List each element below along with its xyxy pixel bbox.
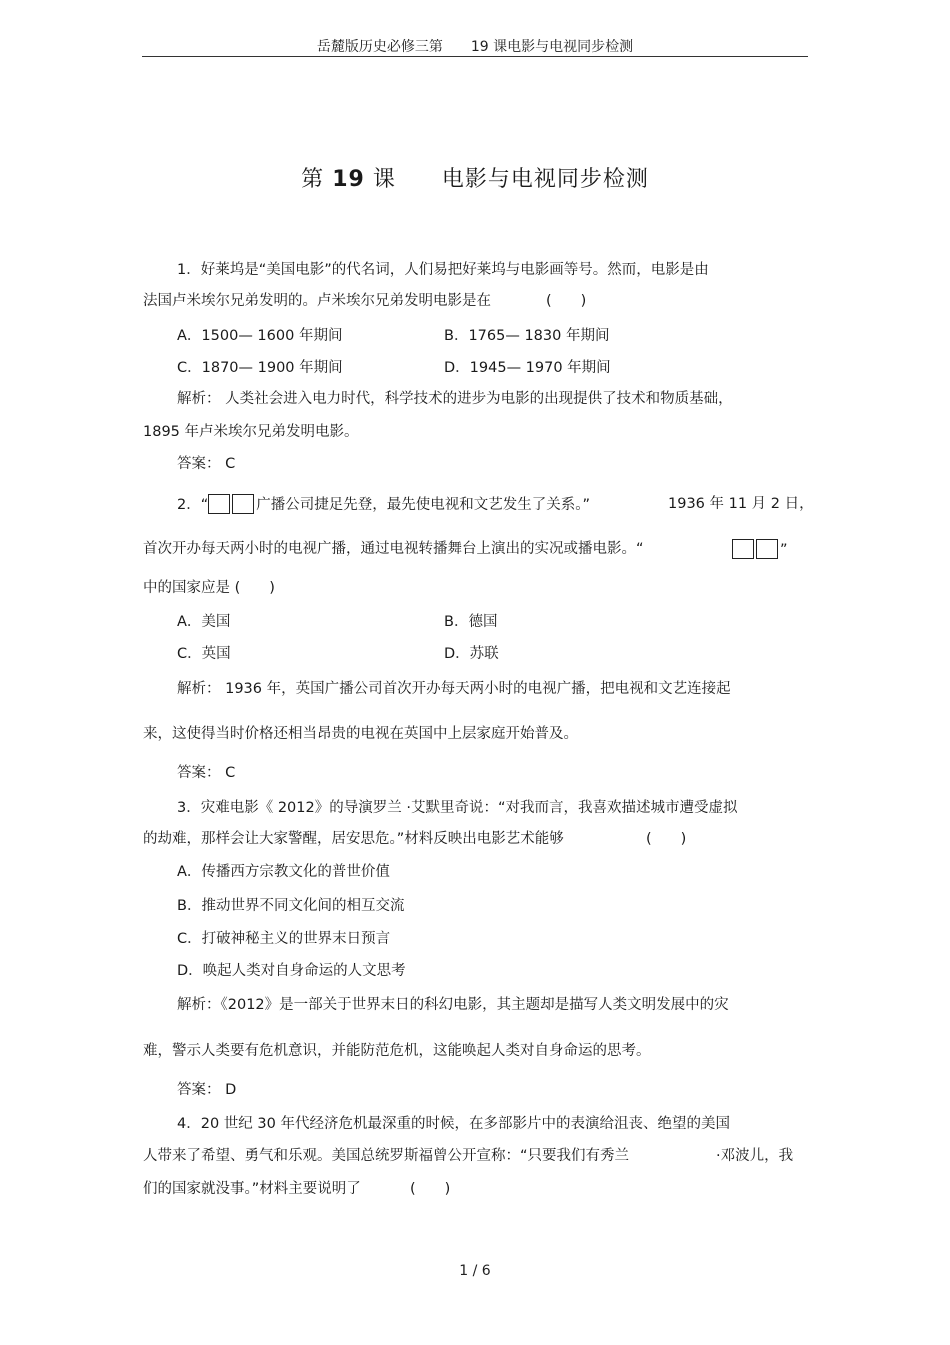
q2-stem-prefix: 2．“ bbox=[177, 497, 209, 513]
blank-boxes bbox=[732, 539, 780, 560]
q4-stem-line3: 们的国家就没事。”材料主要说明了 bbox=[143, 1181, 361, 1197]
q1-answer: 答案： C bbox=[177, 456, 236, 472]
page-number: 1 / 6 bbox=[459, 1263, 491, 1279]
q1-option-b: B．1765— 1830 年期间 bbox=[444, 328, 610, 344]
header-rule bbox=[142, 56, 808, 57]
q1-analysis-line2: 1895 年卢米埃尔兄弟发明电影。 bbox=[143, 424, 359, 440]
q3-stem-line2: 的劫难，那样会让大家警醒，居安思危。”材料反映出电影艺术能够 bbox=[143, 831, 564, 847]
q2-stem-line3: 中的国家应是 ( ) bbox=[143, 580, 275, 596]
q2-stem-date: 1936 年 11 月 2 日， bbox=[668, 496, 814, 512]
q3-paren: ( ) bbox=[646, 831, 687, 847]
q1-paren: ( ) bbox=[546, 293, 587, 309]
q3-option-b: B．推动世界不同文化间的相互交流 bbox=[177, 898, 405, 914]
q2-stem-line2: 首次开办每天两小时的电视广播，通过电视转播舞台上演出的实况或播电影。“ bbox=[143, 541, 644, 557]
blank-box bbox=[732, 539, 754, 559]
q2-analysis-line1: 解析： 1936 年，英国广播公司首次开办每天两小时的电视广播，把电视和文艺连接起 bbox=[177, 681, 731, 697]
q2-option-a: A．美国 bbox=[177, 614, 231, 630]
q3-option-d: D．唤起人类对自身命运的人文思考 bbox=[177, 963, 406, 979]
blank-box bbox=[232, 494, 254, 514]
q2-option-d: D．苏联 bbox=[444, 646, 499, 662]
title-prefix: 第 bbox=[301, 167, 325, 192]
q4-stem-line1: 4．20 世纪 30 年代经济危机最深重的时候，在多部影片中的表演给沮丧、绝望的美国 bbox=[177, 1116, 730, 1132]
q1-option-c: C．1870— 1900 年期间 bbox=[177, 360, 343, 376]
q2-close-quote: ” bbox=[780, 542, 788, 558]
blank-box bbox=[756, 539, 778, 559]
q4-stem-line2b: ·邓波儿，我 bbox=[716, 1148, 794, 1164]
q4-paren: ( ) bbox=[410, 1181, 451, 1197]
q2-stem-line2-end bbox=[732, 539, 788, 560]
title-suffix: 课 电影与电视同步检测 bbox=[372, 167, 649, 192]
q1-option-a: A．1500— 1600 年期间 bbox=[177, 328, 343, 344]
q3-option-c: C．打破神秘主义的世界末日预言 bbox=[177, 931, 391, 947]
q2-option-b: B．德国 bbox=[444, 614, 498, 630]
q3-answer: 答案： D bbox=[177, 1082, 237, 1098]
q3-analysis-line2: 难，警示人类要有危机意识，并能防范危机，这能唤起人类对自身命运的思考。 bbox=[143, 1043, 651, 1059]
q3-analysis-line1: 解析：《2012》是一部关于世界末日的科幻电影，其主题却是描写人类文明发展中的灾 bbox=[177, 997, 729, 1013]
q2-analysis-line2: 来，这使得当时价格还相当昂贵的电视在英国中上层家庭开始普及。 bbox=[143, 726, 578, 742]
blank-box bbox=[208, 494, 230, 514]
q2-stem-line1 bbox=[177, 494, 590, 515]
q3-option-a: A．传播西方宗教文化的普世价值 bbox=[177, 864, 390, 880]
q1-analysis-line1: 解析： 人类社会进入电力时代，科学技术的进步为电影的出现提供了技术和物质基础， bbox=[177, 391, 733, 407]
q4-stem-line2a: 人带来了希望、勇气和乐观。美国总统罗斯福曾公开宣称：“只要我们有秀兰 bbox=[143, 1148, 630, 1164]
title-number: 19 bbox=[332, 167, 365, 192]
blank-boxes bbox=[208, 494, 256, 515]
q1-stem-line2: 法国卢米埃尔兄弟发明的。卢米埃尔兄弟发明电影是在 bbox=[143, 293, 491, 309]
q2-stem-mid: 广播公司捷足先登，最先使电视和文艺发生了关系。” bbox=[256, 497, 591, 513]
document-title bbox=[0, 162, 950, 193]
q3-stem-line1: 3．灾难电影《 2012》的导演罗兰 ·艾默里奇说：“对我而言，我喜欢描述城市遭受虚拟 bbox=[177, 800, 738, 816]
q2-option-c: C．英国 bbox=[177, 646, 231, 662]
running-header: 岳麓版历史必修三第 19 课电影与电视同步检测 bbox=[316, 39, 634, 55]
q1-option-d: D．1945— 1970 年期间 bbox=[444, 360, 611, 376]
q1-stem-line1: 1．好莱坞是“美国电影”的代名词，人们易把好莱坞与电影画等号。然而，电影是由 bbox=[177, 262, 709, 278]
q2-answer: 答案： C bbox=[177, 765, 236, 781]
